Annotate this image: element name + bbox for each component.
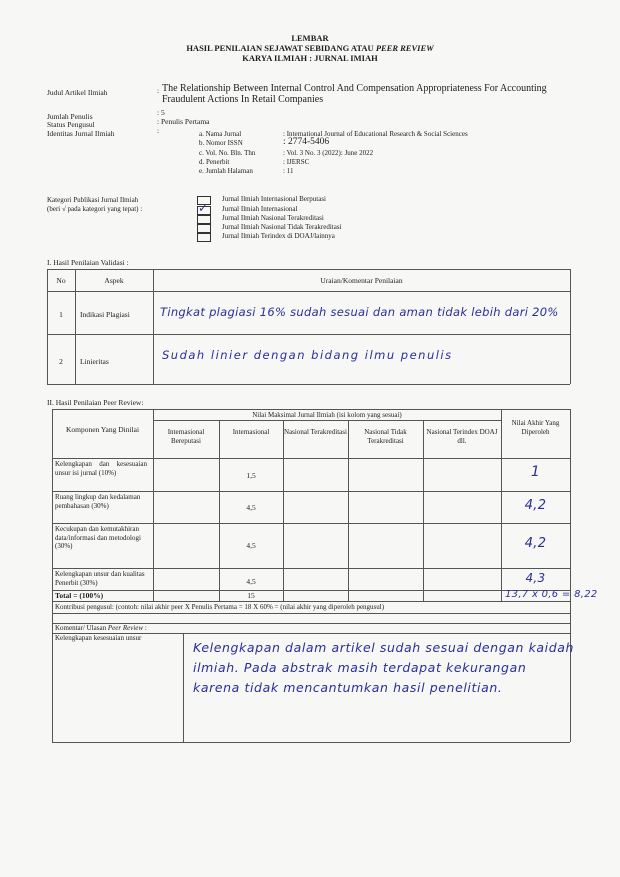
colon: : <box>157 126 160 135</box>
row-komentar-handwritten: Tingkat plagiasi 16% sudah sesuai dan aman tidak lebih dari 20% <box>160 305 559 319</box>
total-akhir-handwritten: 13,7 x 0,6 = 8,22 <box>505 589 598 600</box>
kategori-option: Jurnal Ilmiah Internasional Berputasi <box>222 195 326 203</box>
header-line1: LEMBAR <box>291 33 329 43</box>
row-aspek: Indikasi Plagiasi <box>80 310 130 319</box>
field-value-wrap: : 11 <box>283 167 294 175</box>
col-header-uraian: Uraian/Komentar Penilaian <box>320 276 403 285</box>
komponen-header: Komponen Yang Dinilai <box>65 425 140 434</box>
status-label: Status Pengusul <box>47 120 95 129</box>
akhir-handwritten: 4,2 <box>524 536 547 551</box>
jumlah-label: Jumlah Penulis <box>47 112 93 121</box>
kategori-option: Jurnal Ilmiah Internasional <box>222 205 298 213</box>
field-value-wrap: : International Journal of Educational Research & Social Sciences <box>283 130 468 138</box>
col-header: Internasional Bereputasi <box>167 428 205 445</box>
komponen-cell: Kelengkapan unsur dan kualitas Penerbit (30%) <box>55 570 145 587</box>
komentar-line: Kelengkapan dalam artikel sudah sesuai dengan kaidah <box>193 640 575 655</box>
col-header-no: No <box>56 276 66 285</box>
col-header: Internasional <box>232 428 270 436</box>
kategori-hint-text: (beri √ pada kategori yang tepat) <box>47 205 139 213</box>
jumlah-value-wrap: : 5 <box>157 108 165 117</box>
kategori-option: Jurnal Ilmiah Terindex di DOAJ/lainnya <box>222 232 335 240</box>
status-value: Penulis Pertama <box>160 117 210 126</box>
col-header-aspek: Aspek <box>104 276 124 285</box>
field-value: 11 <box>286 167 294 175</box>
field-label: d. Penerbit <box>199 158 230 166</box>
judul-label: Judul Artikel Ilmiah <box>47 88 108 97</box>
kategori-label: Kategori Publikasi Jurnal Ilmiah <box>47 196 139 204</box>
row-no: 1 <box>59 310 63 319</box>
page-header <box>0 33 620 63</box>
field-label: b. Nomor ISSN <box>199 139 243 147</box>
nilai-cell: 4,5 <box>246 577 256 586</box>
row-aspek: Linieritas <box>80 357 109 366</box>
komentar-label <box>55 624 147 633</box>
header-line2-text: HASIL PENILAIAN SEJAWAT SEBIDANG ATAU <box>186 43 376 53</box>
komentar-line: karena tidak mencantumkan hasil penelitian. <box>193 680 503 695</box>
kategori-label-hint: (beri √ pada kategori yang tepat) : <box>47 205 143 213</box>
field-label: a. Nama Jurnal <box>199 130 242 138</box>
header-line2 <box>0 43 620 53</box>
komentar-label-italic: Peer Review <box>107 624 144 632</box>
col-header: Nasional Terakreditasi <box>284 428 347 436</box>
akhir-handwritten: 4,2 <box>524 498 547 513</box>
komponen-cell: Ruang lingkup dan kedalaman pembahasan (30%) <box>55 493 141 510</box>
nilai-cell: 4,5 <box>246 541 256 550</box>
header-line2-italic: PEER REVIEW <box>375 43 434 53</box>
field-label: e. Jumlah Halaman <box>199 167 253 175</box>
total-nilai: 15 <box>247 591 255 600</box>
field-value: IJERSC <box>286 158 310 166</box>
komentar-label-text: Komentar/ Ulasan <box>55 624 108 632</box>
kategori-option: Jurnal Ilmiah Nasional Terakreditasi <box>222 214 324 222</box>
judul-value: The Relationship Between Internal Control And Compensation Appropriateness For Accounting Fraudulent Actions In Retail Companies <box>162 83 547 105</box>
col-header: Nasional Tidak Terakreditasi <box>364 428 407 445</box>
row-komentar-handwritten: Sudah linier dengan bidang ilmu penulis <box>162 348 453 362</box>
kategori-checkbox[interactable] <box>197 224 211 233</box>
komentar-line: ilmiah. Pada abstrak masih terdapat kekurangan <box>193 660 527 675</box>
jumlah-value: 5 <box>160 108 165 117</box>
nilai-cell: 1,5 <box>246 471 256 480</box>
komentar-handwritten <box>193 638 574 698</box>
identitas-label: Identitas Jurnal Ilmiah <box>47 129 115 138</box>
field-label: c. Vol. No. Bln. Thn <box>199 149 256 157</box>
field-value: Vol. 3 No. 3 (2022): June 2022 <box>286 149 374 157</box>
field-value: International Journal of Educational Research & Social Sciences <box>286 130 468 138</box>
nilai-maks-header: Nilai Maksimal Jurnal Ilmiah (isi kolom yang sesuai) <box>252 411 402 419</box>
kontribusi-text: Kontribusi pengusul: (contoh: nilai akhir peer X Penulis Pertama = 18 X 60% = (nilai akhir yang diperoleh pengusul) <box>55 603 385 611</box>
akhir-handwritten: 4,3 <box>525 571 546 585</box>
peer-title: II. Hasil Penilaian Peer Review: <box>47 398 144 407</box>
field-value-wrap: : IJERSC <box>283 158 310 166</box>
status-value-wrap: : Penulis Pertama <box>157 117 210 126</box>
col-header: Nasional Terindex DOAJ dll. <box>426 428 498 445</box>
komentar-sub: Kelengkapan kesesuaian unsur <box>55 634 142 642</box>
colon: : <box>157 86 160 95</box>
komponen-cell: Kecukupan dan kemutakhiran data/informasi dan metodologi (30%) <box>55 525 141 550</box>
akhir-header: Nilai Akhir Yang Diperoleh <box>511 419 560 436</box>
kategori-checkbox[interactable] <box>197 233 211 242</box>
check-icon: ✓ <box>198 201 209 215</box>
field-value-wrap: : Vol. 3 No. 3 (2022): June 2022 <box>283 149 374 157</box>
validasi-title: I. Hasil Penilaian Validasi : <box>47 258 129 267</box>
nilai-cell: 4,5 <box>246 503 256 512</box>
kategori-option: Jurnal Ilmiah Nasional Tidak Terakreditasi <box>222 223 342 231</box>
header-line3: KARYA ILMIAH : JURNAL IMIAH <box>242 53 378 63</box>
akhir-handwritten: 1 <box>530 464 541 480</box>
komponen-cell: Kelengkapan dan kesesuaian unsur isi jurnal (10%) <box>55 460 147 477</box>
komentar-label-suffix: : <box>143 624 147 632</box>
row-no: 2 <box>59 357 63 366</box>
field-value-wrap: : 2774-5406 <box>283 137 330 147</box>
total-label: Total = (100%) <box>55 591 104 600</box>
field-value: 2774-5406 <box>288 137 330 147</box>
kategori-checkbox[interactable] <box>197 215 211 224</box>
